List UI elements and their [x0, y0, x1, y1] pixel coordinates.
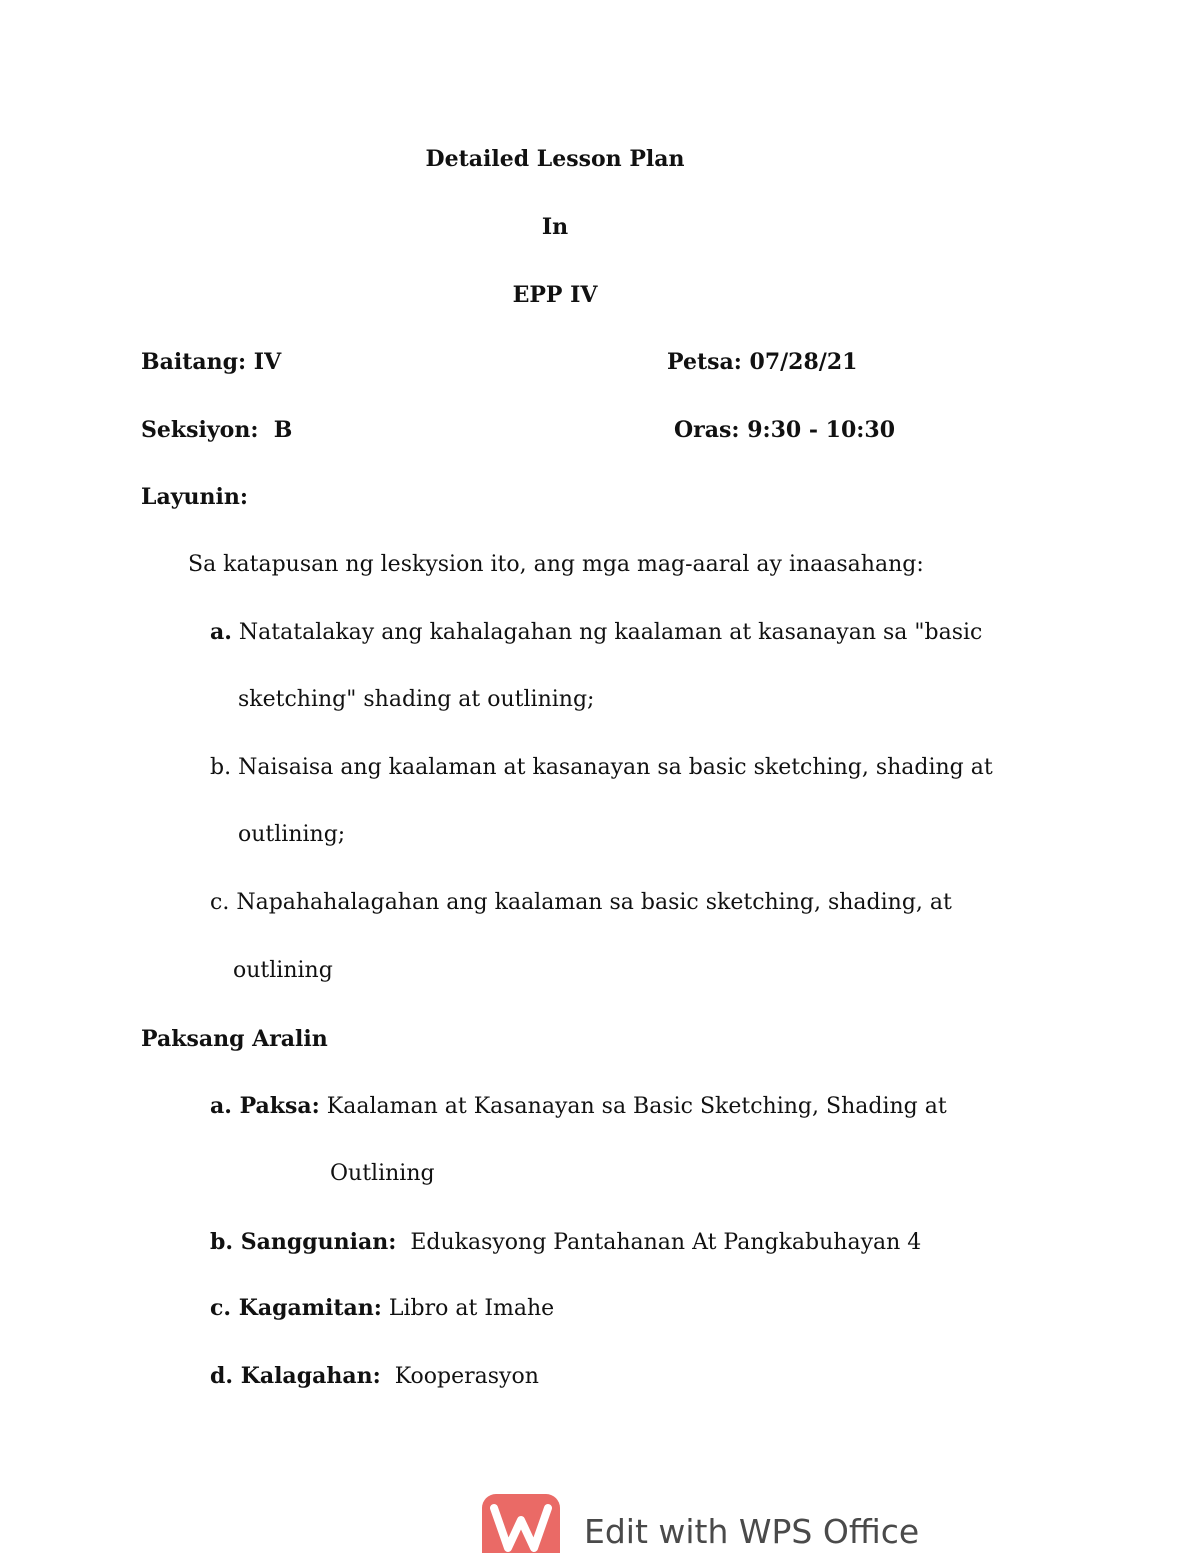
layunin-heading: Layunin: — [141, 484, 248, 510]
kagamitan-label: c. Kagamitan: — [210, 1295, 382, 1321]
list-item-text: Natatalakay ang kahalagahan ng kaalaman at kasanayan sa "basic — [231, 620, 983, 645]
layunin-item-a — [210, 617, 982, 648]
baitang-field — [141, 347, 281, 377]
paksa-label: a. Paksa: — [210, 1093, 320, 1119]
sanggunian-item — [210, 1227, 921, 1258]
seksiyon-value: B — [258, 417, 293, 443]
document-title: Detailed Lesson Plan — [425, 146, 685, 172]
layunin-item-b — [210, 753, 993, 783]
layunin-item-a-cont: sketching" shading at outlining; — [238, 687, 595, 712]
paksang-aralin-heading: Paksang Aralin — [141, 1026, 328, 1052]
oras-label: Oras: — [674, 417, 740, 443]
kalagahan-value: Kooperasyon — [380, 1364, 539, 1389]
oras-field — [674, 415, 895, 445]
sanggunian-value: Edukasyong Pantahanan At Pangkabuhayan 4 — [396, 1230, 922, 1255]
paksa-continuation: Outlining — [330, 1161, 435, 1186]
layunin-item-c-cont: outlining — [233, 958, 333, 983]
paksa-item — [210, 1091, 947, 1122]
baitang-value: IV — [246, 349, 282, 375]
list-marker: b. — [210, 755, 232, 780]
list-item-text: Napahahalagahan ang kaalaman sa basic sketching, shading, at — [229, 890, 952, 915]
layunin-item-b-cont: outlining; — [238, 822, 346, 847]
list-marker: a. — [210, 619, 232, 645]
layunin-item-c — [210, 888, 952, 918]
kagamitan-value: Libro at Imahe — [381, 1296, 555, 1321]
list-item-text: Naisaisa ang kaalaman at kasanayan sa basic sketching, shading at — [231, 755, 993, 780]
wps-edit-text: Edit with WPS Office — [584, 1512, 920, 1551]
list-marker: c. — [210, 890, 230, 915]
sanggunian-label: b. Sanggunian: — [210, 1229, 397, 1255]
seksiyon-field — [141, 415, 292, 445]
petsa-label: Petsa: — [667, 349, 742, 375]
paksa-value: Kaalaman at Kasanayan sa Basic Sketching, Shading at — [319, 1094, 947, 1119]
title-in: In — [541, 214, 569, 240]
kalagahan-label: d. Kalagahan: — [210, 1363, 381, 1389]
baitang-label: Baitang: — [141, 349, 247, 375]
wps-logo-icon — [482, 1494, 560, 1553]
kalagahan-item — [210, 1361, 539, 1392]
subject-title: EPP IV — [512, 282, 598, 308]
oras-value: 9:30 - 10:30 — [739, 417, 896, 443]
kagamitan-item — [210, 1293, 554, 1324]
seksiyon-label: Seksiyon: — [141, 417, 259, 443]
petsa-value: 07/28/21 — [741, 349, 858, 375]
layunin-intro: Sa katapusan ng leskysion ito, ang mga mag-aaral ay inaasahang: — [188, 552, 924, 577]
wps-watermark[interactable] — [482, 1492, 922, 1553]
petsa-field — [667, 347, 857, 377]
